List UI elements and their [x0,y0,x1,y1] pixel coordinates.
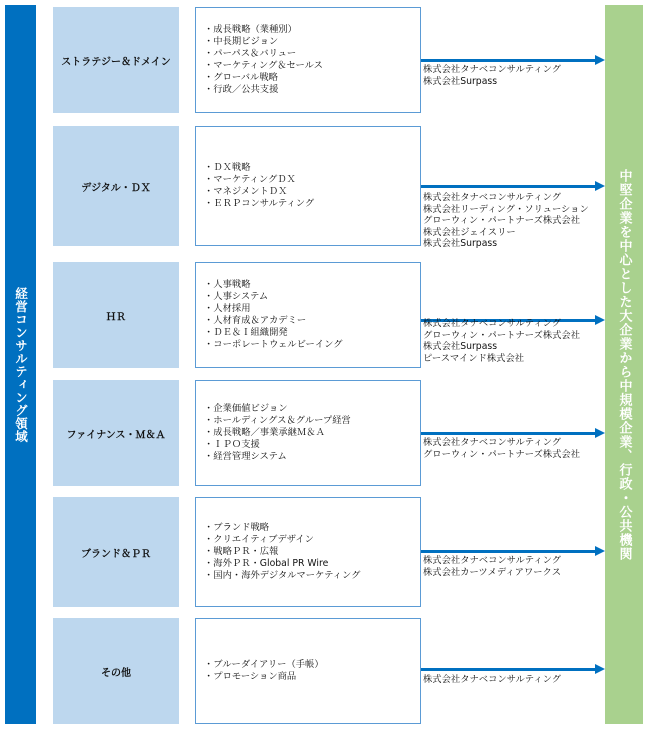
service-item: ・人材採用 [204,303,251,314]
flow-arrow-line [421,59,597,62]
service-item: ・コーポレートウェルビーイング [204,339,343,350]
firm-name: 株式会社カーツメディアワークス [423,566,562,578]
firm-name: 株式会社タナベコンサルティング [423,64,562,75]
service-item: ・人材育成＆アカデミー [204,315,307,326]
firm-name: 株式会社タナベコンサルティング [423,674,562,685]
firm-name: ピースマインド株式会社 [423,352,525,364]
right-band-label: 中堅企業を中心とした大企業から中規模企業、行政・公共機関 [616,168,632,561]
service-item: ・人事戦略 [204,279,251,290]
service-item: ・ＤＥ＆Ｉ組織開発 [204,327,288,338]
firm-name: 株式会社リーディング・ソリューション [423,203,589,215]
firm-name: 株式会社タナベコンサルティング [423,192,562,203]
service-item: ・マーケティング＆セールス [204,60,323,71]
firm-name: 株式会社ジェイスリー [423,226,516,238]
service-item: ・企業価値ビジョン [204,403,288,414]
services-box [195,380,421,486]
service-item: ・クリエイティブデザイン [204,534,314,545]
service-item: ・経営管理システム [204,451,287,462]
category-box: ストラテジー＆ドメイン [53,7,179,113]
flow-arrow-line [421,550,597,553]
firm-name: 株式会社タナベコンサルティング [423,437,562,448]
service-item: ・グローバル戦略 [204,72,278,83]
firm-name: グローウィン・パートナーズ株式会社 [423,329,581,341]
service-item: ・海外ＰＲ・Global PR Wire [204,558,329,569]
firm-name: 株式会社Surpass [423,341,498,352]
arrow-head-icon [595,55,605,65]
firm-name: 株式会社タナベコンサルティング [423,555,562,566]
arrow-head-icon [595,181,605,191]
firm-list [423,437,580,460]
flow-arrow-line [421,185,597,188]
service-item: ・ブランド戦略 [204,522,270,533]
category-box: デジタル・ＤＸ [53,126,179,246]
firm-list [423,192,589,250]
firm-list [423,318,580,364]
service-item: ・パーパス＆バリュー [204,48,297,59]
arrow-head-icon [595,546,605,556]
firm-name: 株式会社タナベコンサルティング [423,318,562,329]
right-band-target-clients [605,5,643,724]
firm-name: グローウィン・パートナーズ株式会社 [423,215,581,226]
service-item: ・国内・海外デジタルマーケティング [204,570,361,581]
left-band-label: 経営コンサルティング領域 [13,286,29,443]
arrow-head-icon [595,315,605,325]
arrow-head-icon [595,664,605,674]
services-box [195,262,421,368]
category-box: ファイナンス・Ｍ＆Ａ [53,380,179,486]
firm-name: 株式会社Surpass [423,238,498,249]
service-item: ・人事システム [204,291,269,302]
services-box [195,126,421,246]
category-box: ＨＲ [53,262,179,368]
left-band-consulting-domain [5,5,36,724]
service-item: ・中長期ビジョン [204,36,279,47]
service-item: ・プロモーション商品 [204,671,297,682]
service-item: ・ＥＲＰコンサルティング [204,198,315,209]
firm-name: 株式会社Surpass [423,75,498,87]
category-box: ブランド＆ＰＲ [53,497,179,607]
service-item: ・戦略ＰＲ・広報 [204,546,279,557]
service-item: ・ＩＰＯ支援 [204,439,260,450]
service-item: ・成長戦略／事業承継Ｍ＆Ａ [204,427,325,438]
services-box [195,7,421,113]
firm-name: グローウィン・パートナーズ株式会社 [423,448,581,460]
service-item: ・行政／公共支援 [204,84,279,95]
firm-list [423,555,561,578]
flow-arrow-line [421,668,597,671]
category-box: その他 [53,618,179,724]
service-item: ・成長戦略（業種別） [204,24,297,35]
arrow-head-icon [595,428,605,438]
firm-list [423,674,561,686]
services-box [195,618,421,724]
service-item: ・ホールディングス＆グループ経営 [204,415,351,426]
service-item: ・ＤＸ戦略 [204,162,251,173]
flow-arrow-line [421,432,597,435]
firm-list [423,64,561,87]
services-box [195,497,421,607]
service-item: ・マネジメントＤＸ [204,186,288,197]
service-item: ・マーケティングＤＸ [204,174,296,185]
service-item: ・ブルーダイアリー（手帳） [204,659,324,670]
